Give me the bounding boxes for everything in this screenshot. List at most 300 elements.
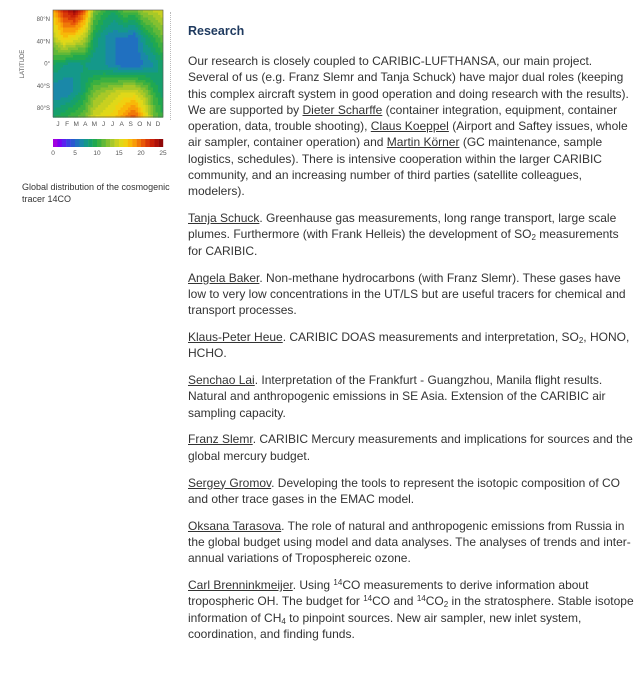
heatmap-cell: [86, 90, 89, 93]
heatmap-cell: [78, 43, 81, 46]
heatmap-cell: [133, 43, 136, 46]
heatmap-cell: [138, 63, 141, 66]
heatmap-cell: [156, 10, 159, 13]
heatmap-cell: [116, 43, 119, 46]
heatmap-cell: [56, 108, 59, 111]
heatmap-cell: [81, 55, 84, 58]
heatmap-cell: [151, 33, 154, 36]
heatmap-cell: [156, 70, 159, 73]
heatmap-cell: [98, 35, 101, 38]
heatmap-cell: [83, 63, 86, 66]
person-link[interactable]: Carl Brenninkmeijer: [188, 578, 293, 593]
heatmap-cell: [98, 23, 101, 26]
heatmap-cell: [73, 48, 76, 51]
heatmap-cell: [128, 25, 131, 28]
heatmap-cell: [156, 65, 159, 68]
heatmap-cell: [128, 33, 131, 36]
heatmap-cell: [146, 38, 149, 41]
colorbar-swatch: [57, 139, 62, 147]
heatmap-cell: [86, 58, 89, 61]
heatmap-cell: [126, 43, 129, 46]
heatmap-cell: [83, 38, 86, 41]
heatmap-cell: [128, 83, 131, 86]
heatmap-cell: [76, 110, 79, 113]
heatmap-cell: [98, 20, 101, 23]
heatmap-cell: [113, 60, 116, 63]
heatmap-cell: [68, 58, 71, 61]
heatmap-cell: [61, 100, 64, 103]
heatmap-cell: [83, 40, 86, 43]
heatmap-cell: [101, 33, 104, 36]
heatmap-cell: [88, 110, 91, 113]
person-link[interactable]: Senchao Lai: [188, 373, 255, 388]
heatmap-cell: [148, 48, 151, 51]
heatmap-cell: [116, 45, 119, 48]
heatmap-cell: [96, 90, 99, 93]
heatmap-cell: [126, 113, 129, 116]
heatmap-cell: [61, 88, 64, 91]
heatmap-cell: [118, 30, 121, 33]
heatmap-cell: [121, 63, 124, 66]
heatmap-cell: [93, 23, 96, 26]
heatmap-cell: [61, 38, 64, 41]
heatmap-cell: [141, 103, 144, 106]
heatmap-cell: [108, 75, 111, 78]
heatmap-cell: [103, 110, 106, 113]
heatmap-cell: [158, 38, 161, 41]
heatmap-cell: [128, 60, 131, 63]
heatmap-cell: [76, 40, 79, 43]
heatmap-cell: [156, 18, 159, 21]
heatmap-cell: [58, 110, 61, 113]
heatmap-cell: [131, 53, 134, 56]
heatmap-cell: [56, 55, 59, 58]
heatmap-cell: [86, 78, 89, 81]
heatmap-cell: [128, 80, 131, 83]
heatmap-cell: [61, 48, 64, 51]
heatmap-cell: [61, 90, 64, 93]
heatmap-cell: [61, 113, 64, 116]
heatmap-cell: [63, 98, 66, 101]
heatmap-cell: [61, 18, 64, 21]
heatmap-cell: [66, 93, 69, 96]
heatmap-cell: [53, 63, 56, 66]
heatmap-cell: [96, 78, 99, 81]
heatmap-cell: [106, 78, 109, 81]
heatmap-cell: [136, 38, 139, 41]
heatmap-cell: [113, 65, 116, 68]
heatmap-cell: [146, 78, 149, 81]
heatmap-cell: [71, 20, 74, 23]
heatmap-cell: [131, 30, 134, 33]
person-link[interactable]: Klaus-Peter Heue: [188, 329, 283, 344]
colorbar-tick-label: 0: [51, 150, 55, 157]
heatmap-cell: [146, 35, 149, 38]
heatmap-cell: [148, 35, 151, 38]
heatmap-cell: [61, 73, 64, 76]
heatmap-cell: [126, 58, 129, 61]
heatmap-cell: [148, 73, 151, 76]
colorbar-swatch: [154, 139, 159, 147]
heatmap-cell: [121, 18, 124, 21]
heatmap-cell: [158, 105, 161, 108]
heatmap-cell: [83, 45, 86, 48]
heatmap-cell: [128, 23, 131, 26]
heatmap-cell: [146, 80, 149, 83]
heatmap-cell: [106, 65, 109, 68]
heatmap-cell: [78, 90, 81, 93]
link-dieter-scharffe[interactable]: Dieter Scharffe: [302, 102, 383, 117]
heatmap-cell: [111, 68, 114, 71]
heatmap-cell: [136, 30, 139, 33]
heatmap-cell: [76, 33, 79, 36]
heatmap-cell: [56, 20, 59, 23]
heatmap-cell: [118, 15, 121, 18]
heatmap-cell: [133, 55, 136, 58]
heatmap-cell: [151, 43, 154, 46]
heatmap-cell: [146, 83, 149, 86]
heatmap-cell: [133, 105, 136, 108]
heatmap-cell: [73, 103, 76, 106]
heatmap-cell: [61, 68, 64, 71]
heatmap-cell: [98, 65, 101, 68]
heatmap-cell: [76, 93, 79, 96]
heatmap-cell: [126, 38, 129, 41]
heatmap-cell: [63, 73, 66, 76]
heatmap-cell: [118, 93, 121, 96]
heatmap-cell: [96, 65, 99, 68]
person-link[interactable]: Angela Baker: [188, 270, 260, 285]
heatmap-cell: [148, 95, 151, 98]
heatmap-cell: [121, 93, 124, 96]
heatmap-cell: [118, 20, 121, 23]
link-claus-koeppel[interactable]: Claus Koeppel: [370, 119, 449, 134]
heatmap-cell: [116, 105, 119, 108]
heatmap-cell: [98, 30, 101, 33]
heatmap-cell: [111, 35, 114, 38]
heatmap-cell: [158, 28, 161, 31]
heatmap-cell: [53, 53, 56, 56]
heatmap-cell: [116, 28, 119, 31]
heatmap-cell: [71, 63, 74, 66]
heatmap-cell: [58, 30, 61, 33]
heatmap-cell: [158, 55, 161, 58]
heatmap-cell: [56, 80, 59, 83]
person-link[interactable]: Tanja Schuck: [188, 211, 260, 226]
heatmap-cell: [131, 50, 134, 53]
heatmap-cell: [68, 48, 71, 51]
heatmap-cell: [126, 70, 129, 73]
link-martin-korner[interactable]: Martin Körner: [386, 135, 460, 150]
heatmap-cell: [146, 18, 149, 21]
heatmap-cell: [103, 108, 106, 111]
heatmap-cell: [108, 90, 111, 93]
heatmap-cell: [106, 13, 109, 16]
heatmap-cell: [98, 85, 101, 88]
heatmap-cell: [148, 28, 151, 31]
y-tick-label: 0°: [44, 61, 50, 68]
heatmap-cell: [141, 35, 144, 38]
heatmap-cell: [146, 110, 149, 113]
heatmap-cell: [156, 45, 159, 48]
heatmap-cell: [73, 45, 76, 48]
heatmap-cell: [61, 75, 64, 78]
heatmap-cell: [128, 15, 131, 18]
heatmap-cell: [103, 35, 106, 38]
heatmap-cell: [138, 105, 141, 108]
heatmap-cell: [128, 68, 131, 71]
heatmap-cell: [143, 48, 146, 51]
heatmap-cell: [56, 83, 59, 86]
colorbar-swatch: [84, 139, 89, 147]
heatmap-cell: [138, 75, 141, 78]
heatmap-cell: [153, 55, 156, 58]
heatmap-cell: [128, 70, 131, 73]
heatmap-cell: [86, 95, 89, 98]
heatmap-cell: [88, 10, 91, 13]
heatmap-cell: [146, 113, 149, 116]
heatmap-cell: [126, 95, 129, 98]
heatmap-cell: [113, 35, 116, 38]
heatmap-cell: [131, 48, 134, 51]
heatmap-cell: [78, 70, 81, 73]
heatmap-cell: [73, 110, 76, 113]
heatmap-cell: [138, 60, 141, 63]
heatmap-cell: [111, 73, 114, 76]
heatmap-cell: [108, 33, 111, 36]
heatmap-cell: [151, 13, 154, 16]
heatmap-cell: [151, 85, 154, 88]
heatmap-cell: [143, 83, 146, 86]
heatmap-cell: [131, 93, 134, 96]
heatmap-cell: [71, 18, 74, 21]
heatmap-cell: [83, 93, 86, 96]
heatmap-cell: [116, 55, 119, 58]
heatmap-cell: [78, 48, 81, 51]
heatmap-cell: [101, 28, 104, 31]
heatmap-cell: [108, 80, 111, 83]
subscript: 2: [578, 335, 584, 345]
heatmap-cell: [58, 100, 61, 103]
heatmap-cell: [116, 98, 119, 101]
heatmap-cell: [86, 85, 89, 88]
heatmap-cell: [88, 113, 91, 116]
heatmap-cell: [98, 113, 101, 116]
heatmap-cell: [53, 103, 56, 106]
heatmap-cell: [106, 25, 109, 28]
heatmap-cell: [103, 90, 106, 93]
heatmap-cell: [158, 98, 161, 101]
heatmap-cell: [138, 15, 141, 18]
colorbar-ticks: [51, 150, 167, 157]
heatmap-cell: [108, 85, 111, 88]
heatmap-cell: [126, 78, 129, 81]
heatmap-cell: [146, 85, 149, 88]
heatmap-cell: [126, 73, 129, 76]
heatmap-cell: [123, 65, 126, 68]
heatmap-cell: [88, 25, 91, 28]
heatmap-cell: [58, 78, 61, 81]
y-tick-label: 40°N: [36, 39, 50, 46]
heatmap-cell: [103, 98, 106, 101]
heatmap-cell: [126, 108, 129, 111]
heatmap-cell: [86, 53, 89, 56]
heatmap-cell: [71, 85, 74, 88]
heatmap-cell: [93, 105, 96, 108]
heatmap-cell: [118, 113, 121, 116]
heatmap-cell: [61, 33, 64, 36]
heatmap-cell: [111, 90, 114, 93]
heatmap-cell: [158, 50, 161, 53]
heatmap-cell: [106, 60, 109, 63]
person-link[interactable]: Oksana Tarasova: [188, 518, 282, 533]
heatmap-cell: [153, 93, 156, 96]
heatmap-cell: [158, 43, 161, 46]
heatmap-cell: [108, 88, 111, 91]
heatmap-cell: [156, 90, 159, 93]
heatmap-cell: [96, 95, 99, 98]
heatmap-cell: [123, 13, 126, 16]
heatmap-cell: [108, 45, 111, 48]
heatmap-cell: [151, 20, 154, 23]
heatmap-cell: [153, 110, 156, 113]
heatmap-cell: [66, 58, 69, 61]
heatmap-cell: [153, 63, 156, 66]
heatmap-cell: [128, 85, 131, 88]
colorbar-swatch: [101, 139, 106, 147]
heatmap-cell: [83, 70, 86, 73]
heatmap-cell: [81, 23, 84, 26]
heatmap-cell: [151, 103, 154, 106]
colorbar-swatch: [97, 139, 102, 147]
heatmap-cell: [101, 35, 104, 38]
heatmap-cell: [96, 50, 99, 53]
heatmap-cell: [128, 58, 131, 61]
heatmap-cell: [133, 65, 136, 68]
heatmap-cell: [73, 33, 76, 36]
heatmap-cell: [71, 98, 74, 101]
colorbar-swatch: [71, 139, 76, 147]
heatmap-cell: [103, 48, 106, 51]
heatmap-cell: [133, 103, 136, 106]
heatmap-cell: [68, 20, 71, 23]
heatmap-cell: [53, 43, 56, 46]
heatmap-cell: [133, 98, 136, 101]
heatmap-cell: [118, 45, 121, 48]
superscript: 14: [416, 594, 426, 604]
heatmap-cell: [76, 43, 79, 46]
heatmap-cell: [103, 33, 106, 36]
heatmap-cell: [133, 95, 136, 98]
heatmap-cell: [68, 25, 71, 28]
heatmap-cell: [56, 25, 59, 28]
heatmap-cell: [76, 113, 79, 116]
heatmap-cell: [113, 63, 116, 66]
x-tick-label: O: [137, 121, 143, 128]
heatmap-cell: [131, 70, 134, 73]
heatmap-cell: [123, 25, 126, 28]
heatmap-cell: [91, 53, 94, 56]
heatmap-cell: [106, 63, 109, 66]
heatmap-cell: [111, 55, 114, 58]
heatmap-cell: [56, 68, 59, 71]
heatmap-cell: [113, 80, 116, 83]
heatmap-cell: [158, 23, 161, 26]
heatmap-cell: [53, 108, 56, 111]
heatmap-cell: [118, 23, 121, 26]
heatmap-cell: [96, 53, 99, 56]
intro-text: Our research is closely coupled to CARIBIC-LUFTHANSA, our main project. Several of us (e.g. Franz Slemr and Tanja Schuck) have major dual roles (keeping this complex aircraft system in good operation and doing research with the results). We are supported by: [188, 54, 629, 117]
heatmap-cell: [111, 43, 114, 46]
heatmap-cell: [96, 73, 99, 76]
heatmap-cell: [121, 103, 124, 106]
heatmap-cell: [58, 60, 61, 63]
colorbar-tick-label: 15: [115, 150, 123, 157]
heatmap-cell: [86, 110, 89, 113]
heatmap-cell: [118, 33, 121, 36]
heatmap-cell: [83, 30, 86, 33]
heatmap-cell: [138, 35, 141, 38]
heatmap-cell: [88, 23, 91, 26]
heatmap-cell: [121, 95, 124, 98]
heatmap-cell: [136, 73, 139, 76]
heatmap-cell: [66, 15, 69, 18]
x-tick-label: A: [119, 121, 124, 128]
heatmap-cell: [108, 93, 111, 96]
heatmap-cell: [113, 88, 116, 91]
x-tick-label: M: [91, 121, 98, 128]
heatmap-cell: [58, 10, 61, 13]
heatmap-cell: [133, 73, 136, 76]
heatmap-cell: [103, 50, 106, 53]
heatmap-cell: [56, 50, 59, 53]
heatmap-cell: [96, 108, 99, 111]
heatmap-cell: [116, 65, 119, 68]
person-entry: [188, 329, 634, 362]
heatmap-cell: [83, 110, 86, 113]
heatmap-cell: [61, 78, 64, 81]
heatmap-cell: [113, 38, 116, 41]
heatmap-cell: [118, 13, 121, 16]
heatmap-cell: [113, 100, 116, 103]
heatmap-cell: [143, 108, 146, 111]
heatmap-cell: [133, 85, 136, 88]
heatmap-cell: [158, 73, 161, 76]
heatmap-cell: [143, 33, 146, 36]
heatmap-cell: [131, 80, 134, 83]
heatmap-cell: [106, 33, 109, 36]
heatmap-cell: [96, 93, 99, 96]
person-link[interactable]: Franz Slemr: [188, 432, 253, 447]
heatmap-cell: [68, 15, 71, 18]
heatmap-cell: [126, 50, 129, 53]
heatmap-cell: [131, 20, 134, 23]
person-link[interactable]: Sergey Gromov: [188, 475, 272, 490]
heatmap-cell: [66, 80, 69, 83]
heatmap-cell: [123, 100, 126, 103]
heatmap-cell: [66, 35, 69, 38]
heatmap-cell: [138, 58, 141, 61]
heatmap-cell: [133, 60, 136, 63]
heatmap-cell: [73, 50, 76, 53]
heatmap-cell: [88, 80, 91, 83]
heatmap-cell: [86, 38, 89, 41]
heatmap-cell: [76, 13, 79, 16]
heatmap-cell: [81, 63, 84, 66]
heatmap-cell: [68, 68, 71, 71]
heatmap-cell: [103, 55, 106, 58]
heatmap-cell: [73, 63, 76, 66]
